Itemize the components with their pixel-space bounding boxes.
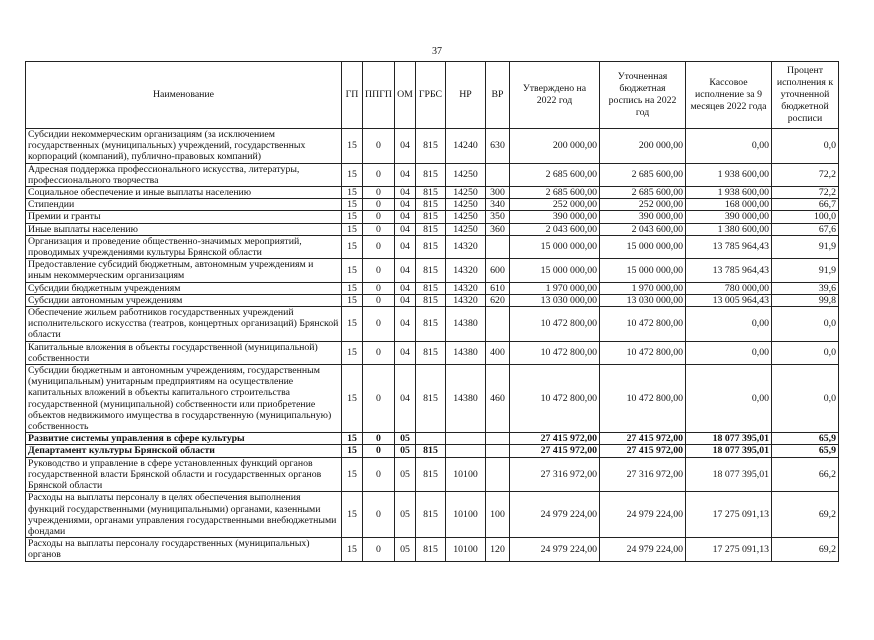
row-revised-cell: 390 000,00: [600, 211, 686, 223]
column-header: ГРБС: [416, 62, 446, 129]
row-vr-cell: 340: [486, 199, 510, 211]
row-approved-cell: 10 472 800,00: [510, 365, 600, 433]
row-revised-cell: 24 979 224,00: [600, 538, 686, 561]
row-om-cell: 04: [395, 307, 416, 342]
row-nr-cell: 14250: [446, 163, 486, 186]
row-grbs-cell: 815: [416, 199, 446, 211]
row-name-cell: Субсидии бюджетным и автономным учреждениям, государственным (муниципальным) унитарным предприятиям на осуществление капитальных вложений в объекты капитального строительства государственной (муниципальной) собственности или приобретение объектов недвижимого имущества в государственную (муниципальную) собственность: [26, 365, 342, 433]
row-gp-cell: 15: [342, 492, 363, 538]
row-approved-cell: 10 472 800,00: [510, 341, 600, 364]
table-row: [26, 294, 839, 306]
row-percent-cell: 0,0: [772, 129, 839, 164]
table-row: [26, 365, 839, 433]
row-gp-cell: 15: [342, 199, 363, 211]
row-name-cell: Обеспечение жильем работников государственных учреждений исполнительского искусства (театров, концертных организаций) Брянской области: [26, 307, 342, 342]
row-grbs-cell: 815: [416, 307, 446, 342]
row-name-cell: Расходы на выплаты персоналу в целях обеспечения выполнения функций государственными (муниципальными) органами, казенными учреждениями, органами управления государственными внебюджетными фондами: [26, 492, 342, 538]
row-grbs-cell: 815: [416, 282, 446, 294]
row-gp-cell: 15: [342, 433, 363, 445]
row-grbs-cell: 815: [416, 538, 446, 561]
row-grbs-cell: [416, 433, 446, 445]
row-name-cell: Стипендии: [26, 199, 342, 211]
row-approved-cell: 2 043 600,00: [510, 223, 600, 235]
row-percent-cell: 69,2: [772, 538, 839, 561]
row-ppgp-cell: 0: [363, 307, 395, 342]
row-gp-cell: 15: [342, 294, 363, 306]
column-header: Уточненная бюджетная роспись на 2022 год: [600, 62, 686, 129]
row-revised-cell: 15 000 000,00: [600, 235, 686, 258]
row-name-cell: Адресная поддержка профессионального искусства, литературы, профессионального творчества: [26, 163, 342, 186]
row-percent-cell: 91,9: [772, 235, 839, 258]
row-cash-cell: 1 380 600,00: [686, 223, 772, 235]
row-gp-cell: 15: [342, 445, 363, 457]
row-revised-cell: 252 000,00: [600, 199, 686, 211]
column-header: ППГП: [363, 62, 395, 129]
row-name-cell: Расходы на выплаты персоналу государственных (муниципальных) органов: [26, 538, 342, 561]
table-row: [26, 235, 839, 258]
table-row: [26, 282, 839, 294]
row-name-cell: Премии и гранты: [26, 211, 342, 223]
row-vr-cell: 100: [486, 492, 510, 538]
row-cash-cell: 780 000,00: [686, 282, 772, 294]
row-gp-cell: 15: [342, 282, 363, 294]
row-gp-cell: 15: [342, 163, 363, 186]
row-approved-cell: 252 000,00: [510, 199, 600, 211]
row-approved-cell: 24 979 224,00: [510, 492, 600, 538]
row-approved-cell: 390 000,00: [510, 211, 600, 223]
row-om-cell: 04: [395, 365, 416, 433]
row-vr-cell: [486, 457, 510, 492]
row-revised-cell: 2 685 600,00: [600, 163, 686, 186]
row-percent-cell: 100,0: [772, 211, 839, 223]
row-nr-cell: 14320: [446, 259, 486, 282]
row-approved-cell: 2 685 600,00: [510, 163, 600, 186]
row-gp-cell: 15: [342, 187, 363, 199]
row-ppgp-cell: 0: [363, 187, 395, 199]
column-header: Наименование: [26, 62, 342, 129]
row-om-cell: 04: [395, 341, 416, 364]
row-gp-cell: 15: [342, 365, 363, 433]
row-approved-cell: 1 970 000,00: [510, 282, 600, 294]
row-ppgp-cell: 0: [363, 457, 395, 492]
table-row: [26, 187, 839, 199]
table-row: [26, 433, 839, 445]
budget-table: [25, 61, 839, 562]
row-om-cell: 04: [395, 199, 416, 211]
row-percent-cell: 66,7: [772, 199, 839, 211]
row-cash-cell: 18 077 395,01: [686, 445, 772, 457]
row-name-cell: Организация и проведение общественно-значимых мероприятий, проводимых учреждениями культуры Брянской области: [26, 235, 342, 258]
row-om-cell: 04: [395, 129, 416, 164]
row-vr-cell: 460: [486, 365, 510, 433]
row-cash-cell: 0,00: [686, 129, 772, 164]
row-cash-cell: 0,00: [686, 365, 772, 433]
table-row: [26, 129, 839, 164]
row-vr-cell: 610: [486, 282, 510, 294]
row-grbs-cell: 815: [416, 365, 446, 433]
row-om-cell: 04: [395, 282, 416, 294]
row-grbs-cell: 815: [416, 259, 446, 282]
row-name-cell: Департамент культуры Брянской области: [26, 445, 342, 457]
row-name-cell: Капитальные вложения в объекты государственной (муниципальной) собственности: [26, 341, 342, 364]
row-grbs-cell: 815: [416, 492, 446, 538]
table-row: [26, 341, 839, 364]
row-om-cell: 04: [395, 223, 416, 235]
table-body: [26, 129, 839, 562]
row-ppgp-cell: 0: [363, 199, 395, 211]
row-approved-cell: 13 030 000,00: [510, 294, 600, 306]
row-ppgp-cell: 0: [363, 492, 395, 538]
row-ppgp-cell: 0: [363, 223, 395, 235]
row-nr-cell: 14250: [446, 223, 486, 235]
row-cash-cell: 13 785 964,43: [686, 259, 772, 282]
row-om-cell: 04: [395, 294, 416, 306]
row-revised-cell: 27 415 972,00: [600, 433, 686, 445]
row-ppgp-cell: 0: [363, 294, 395, 306]
row-om-cell: 05: [395, 492, 416, 538]
table-row: [26, 259, 839, 282]
row-om-cell: 04: [395, 235, 416, 258]
row-approved-cell: 10 472 800,00: [510, 307, 600, 342]
table-row: [26, 445, 839, 457]
row-cash-cell: 1 938 600,00: [686, 163, 772, 186]
column-header: ВР: [486, 62, 510, 129]
row-grbs-cell: 815: [416, 341, 446, 364]
row-om-cell: 05: [395, 457, 416, 492]
row-vr-cell: 120: [486, 538, 510, 561]
row-approved-cell: 27 415 972,00: [510, 445, 600, 457]
row-cash-cell: 390 000,00: [686, 211, 772, 223]
row-ppgp-cell: 0: [363, 433, 395, 445]
row-ppgp-cell: 0: [363, 259, 395, 282]
row-grbs-cell: 815: [416, 223, 446, 235]
row-percent-cell: 66,2: [772, 457, 839, 492]
row-gp-cell: 15: [342, 538, 363, 561]
column-header: Процент исполнения к уточненной бюджетной росписи: [772, 62, 839, 129]
row-gp-cell: 15: [342, 235, 363, 258]
row-om-cell: 04: [395, 259, 416, 282]
row-revised-cell: 2 685 600,00: [600, 187, 686, 199]
row-grbs-cell: 815: [416, 163, 446, 186]
row-gp-cell: 15: [342, 259, 363, 282]
row-nr-cell: 14320: [446, 235, 486, 258]
row-revised-cell: 24 979 224,00: [600, 492, 686, 538]
row-name-cell: Развитие системы управления в сфере культуры: [26, 433, 342, 445]
row-percent-cell: 72,2: [772, 163, 839, 186]
row-om-cell: 04: [395, 187, 416, 199]
row-approved-cell: 15 000 000,00: [510, 259, 600, 282]
table-row: [26, 538, 839, 561]
row-vr-cell: [486, 445, 510, 457]
row-nr-cell: 14240: [446, 129, 486, 164]
row-gp-cell: 15: [342, 129, 363, 164]
row-grbs-cell: 815: [416, 129, 446, 164]
row-name-cell: Иные выплаты населению: [26, 223, 342, 235]
row-vr-cell: 620: [486, 294, 510, 306]
row-revised-cell: 13 030 000,00: [600, 294, 686, 306]
row-name-cell: Социальное обеспечение и иные выплаты населению: [26, 187, 342, 199]
row-percent-cell: 72,2: [772, 187, 839, 199]
row-percent-cell: 91,9: [772, 259, 839, 282]
row-cash-cell: 17 275 091,13: [686, 538, 772, 561]
row-revised-cell: 15 000 000,00: [600, 259, 686, 282]
column-header: Утверждено на 2022 год: [510, 62, 600, 129]
row-om-cell: 05: [395, 433, 416, 445]
row-cash-cell: 17 275 091,13: [686, 492, 772, 538]
row-nr-cell: 10100: [446, 492, 486, 538]
row-cash-cell: 0,00: [686, 307, 772, 342]
row-grbs-cell: 815: [416, 457, 446, 492]
row-nr-cell: [446, 445, 486, 457]
row-nr-cell: 14250: [446, 199, 486, 211]
row-percent-cell: 0,0: [772, 341, 839, 364]
table-row: [26, 492, 839, 538]
row-grbs-cell: 815: [416, 294, 446, 306]
row-name-cell: Субсидии некоммерческим организациям (за исключением государственных (муниципальных) учреждений, государственных корпораций (компаний), публично-правовых компаний): [26, 129, 342, 164]
page-number: 37: [432, 46, 442, 57]
row-revised-cell: 1 970 000,00: [600, 282, 686, 294]
table-row: [26, 163, 839, 186]
row-approved-cell: 27 316 972,00: [510, 457, 600, 492]
row-percent-cell: 69,2: [772, 492, 839, 538]
row-gp-cell: 15: [342, 223, 363, 235]
table-row: [26, 199, 839, 211]
row-vr-cell: [486, 433, 510, 445]
row-approved-cell: 15 000 000,00: [510, 235, 600, 258]
row-revised-cell: 27 316 972,00: [600, 457, 686, 492]
column-header: Кассовое исполнение за 9 месяцев 2022 года: [686, 62, 772, 129]
row-ppgp-cell: 0: [363, 235, 395, 258]
row-om-cell: 04: [395, 163, 416, 186]
row-percent-cell: 99,8: [772, 294, 839, 306]
row-approved-cell: 24 979 224,00: [510, 538, 600, 561]
row-cash-cell: 13 785 964,43: [686, 235, 772, 258]
row-vr-cell: [486, 235, 510, 258]
row-nr-cell: 14380: [446, 307, 486, 342]
row-grbs-cell: 815: [416, 235, 446, 258]
table-row: [26, 457, 839, 492]
row-gp-cell: 15: [342, 307, 363, 342]
row-vr-cell: 400: [486, 341, 510, 364]
row-vr-cell: [486, 307, 510, 342]
row-cash-cell: 18 077 395,01: [686, 457, 772, 492]
row-nr-cell: 14320: [446, 282, 486, 294]
row-nr-cell: 14250: [446, 211, 486, 223]
row-name-cell: Субсидии автономным учреждениям: [26, 294, 342, 306]
row-revised-cell: 10 472 800,00: [600, 365, 686, 433]
row-gp-cell: 15: [342, 457, 363, 492]
row-percent-cell: 67,6: [772, 223, 839, 235]
row-ppgp-cell: 0: [363, 365, 395, 433]
row-revised-cell: 27 415 972,00: [600, 445, 686, 457]
row-percent-cell: 0,0: [772, 365, 839, 433]
row-cash-cell: 168 000,00: [686, 199, 772, 211]
row-ppgp-cell: 0: [363, 163, 395, 186]
row-ppgp-cell: 0: [363, 211, 395, 223]
row-grbs-cell: 815: [416, 187, 446, 199]
row-nr-cell: 14320: [446, 294, 486, 306]
row-vr-cell: 630: [486, 129, 510, 164]
row-vr-cell: 360: [486, 223, 510, 235]
row-name-cell: Предоставление субсидий бюджетным, автономным учреждениям и иным некоммерческим организациям: [26, 259, 342, 282]
row-gp-cell: 15: [342, 341, 363, 364]
row-ppgp-cell: 0: [363, 282, 395, 294]
row-vr-cell: 300: [486, 187, 510, 199]
row-om-cell: 05: [395, 538, 416, 561]
row-name-cell: Субсидии бюджетным учреждениям: [26, 282, 342, 294]
row-revised-cell: 2 043 600,00: [600, 223, 686, 235]
row-percent-cell: 0,0: [772, 307, 839, 342]
row-grbs-cell: 815: [416, 445, 446, 457]
row-revised-cell: 10 472 800,00: [600, 341, 686, 364]
row-approved-cell: 27 415 972,00: [510, 433, 600, 445]
table-header-row: [26, 62, 839, 129]
row-nr-cell: 14250: [446, 187, 486, 199]
row-cash-cell: 1 938 600,00: [686, 187, 772, 199]
row-cash-cell: 18 077 395,01: [686, 433, 772, 445]
row-nr-cell: 10100: [446, 538, 486, 561]
row-nr-cell: 10100: [446, 457, 486, 492]
row-approved-cell: 2 685 600,00: [510, 187, 600, 199]
table-row: [26, 223, 839, 235]
row-vr-cell: 600: [486, 259, 510, 282]
row-nr-cell: [446, 433, 486, 445]
row-percent-cell: 39,6: [772, 282, 839, 294]
row-vr-cell: 350: [486, 211, 510, 223]
row-nr-cell: 14380: [446, 341, 486, 364]
row-name-cell: Руководство и управление в сфере установленных функций органов государственной власти Брянской области и государственных органов Брянской области: [26, 457, 342, 492]
row-om-cell: 05: [395, 445, 416, 457]
row-gp-cell: 15: [342, 211, 363, 223]
column-header: НР: [446, 62, 486, 129]
table-row: [26, 307, 839, 342]
row-percent-cell: 65,9: [772, 445, 839, 457]
row-ppgp-cell: 0: [363, 445, 395, 457]
row-grbs-cell: 815: [416, 211, 446, 223]
row-revised-cell: 10 472 800,00: [600, 307, 686, 342]
row-cash-cell: 13 005 964,43: [686, 294, 772, 306]
table-row: [26, 211, 839, 223]
row-cash-cell: 0,00: [686, 341, 772, 364]
row-ppgp-cell: 0: [363, 341, 395, 364]
row-om-cell: 04: [395, 211, 416, 223]
row-nr-cell: 14380: [446, 365, 486, 433]
row-ppgp-cell: 0: [363, 538, 395, 561]
row-ppgp-cell: 0: [363, 129, 395, 164]
column-header: ОМ: [395, 62, 416, 129]
row-vr-cell: [486, 163, 510, 186]
column-header: ГП: [342, 62, 363, 129]
row-approved-cell: 200 000,00: [510, 129, 600, 164]
row-revised-cell: 200 000,00: [600, 129, 686, 164]
row-percent-cell: 65,9: [772, 433, 839, 445]
